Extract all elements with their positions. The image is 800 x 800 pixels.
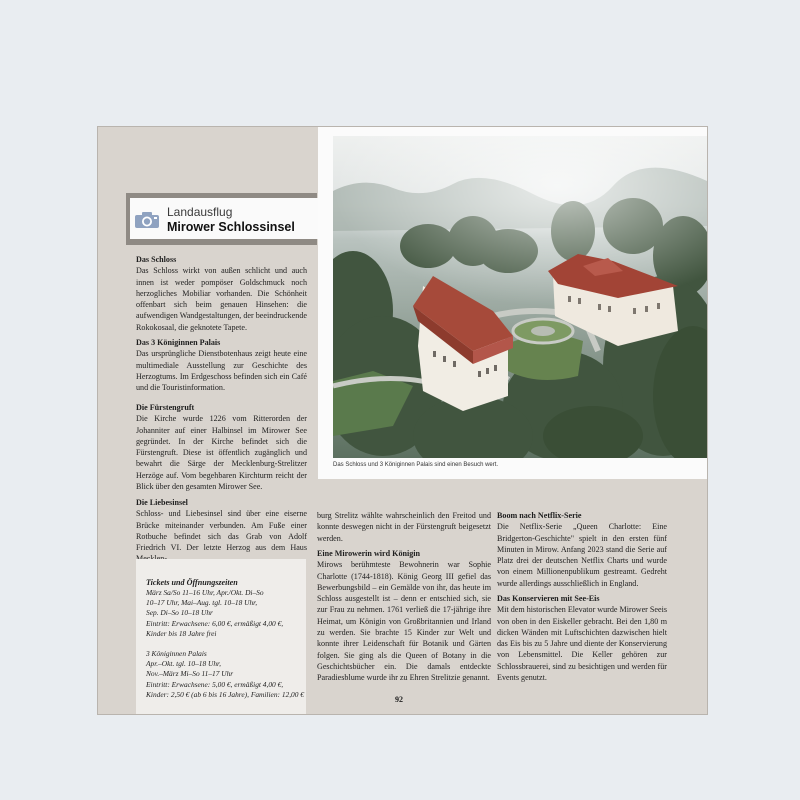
castle-photo <box>333 136 707 458</box>
tickets-line: März Sa/So 11–16 Uhr, Apr./Okt. Di–So <box>146 588 264 597</box>
section-schloss <box>136 254 307 333</box>
header-label: Landausflug <box>167 205 233 219</box>
tickets-subtitle: 3 Königinnen Palais <box>146 649 207 659</box>
section-text: Schloss- und Liebesinsel sind über eine eiserne Brücke miteinander verbunden. Am Fuße einer Rotbuche befindet sich das Grab von Adolf Friedrich VI. Der letzte Herzog aus dem Haus <box>136 509 307 553</box>
tickets-line: Sep. Di–So 10–18 Uhr <box>146 608 213 618</box>
section-heading: Das Konservieren mit See-Eis <box>497 594 600 603</box>
section-netflix <box>497 510 667 589</box>
section-heading: Die Liebesinsel <box>136 498 188 507</box>
tickets-line: 10–17 Uhr, Mai–Aug. tgl. 10–18 Uhr, <box>146 598 258 608</box>
section-heading: Die Fürstengruft <box>136 403 195 412</box>
photo-caption: Das Schloss und 3 Königinnen Palais sind einen Besuch wert. <box>333 462 499 468</box>
section-text: Mirows berühmteste Bewohnerin war Sophie Charlotte (1744-1818). König Georg III gefiel das Bewerbungsbild – ein Gemälde von ihr, das heute im Schloss ausgestellt ist – denn er entschied sich, sie zur Frau zu nehmen. 1761 verließ die 17-jährige ihre Heimat, um Königin von Großbritannien und Irland zu werden. Sie brachte 15 Kinder zur Welt und konnte ihrer Leidenschaft für Botanik und Gärten folgen. Sie ging als die Queen of Botany in die Geschichtsbücher ein. Die damals entdeckte Paradiesblume wurde ihr zu Ehren Strelitzie genannt. <box>317 560 491 683</box>
tickets-line: Nov.–März Mi–So 11–17 Uhr <box>146 669 234 679</box>
section-koenigin <box>317 548 491 684</box>
tickets-line: Kinder bis 18 Jahre frei <box>146 628 217 638</box>
section-liebesinsel <box>136 497 307 565</box>
tickets-line: Eintritt: Erwachsene: 6,00 €, ermäßigt 4,00 €, <box>146 618 284 628</box>
camera-icon <box>134 211 160 229</box>
book-page <box>97 126 708 715</box>
section-heading: Eine Mirowerin wird Königin <box>317 549 421 558</box>
section-continuation <box>317 510 491 544</box>
tickets-title: Tickets und Öffnungszeiten <box>146 578 238 587</box>
page-number: 92 <box>395 695 403 704</box>
section-text: Mit dem historischen Elevator wurde Mirower Seeis von oben in den Eiskeller gebracht. Bei den 1,80 m dicken Wänden mit Luftschichten dazwischen hielt das Eis bis zu 5 Jahre und diente der Konservierung von Lebensmittel. Die Keller gehören zur Schlossbrauerei, sind zu besichtigen und werden für Events genutzt. <box>497 605 667 683</box>
section-palais <box>136 337 307 393</box>
section-fuerstengruft <box>136 402 307 492</box>
section-text: Das Schloss wirkt von außen schlicht und auch innen ist weder pompöser Goldschmuck noch herzogliches Mobiliar vorhanden. Die Schönheit offenbart sich beim genauen Hinsehen: die aufwendigen Wandgestaltungen, der beeindruckende Rokokosaal, die geknotete Tapete. <box>136 266 307 332</box>
section-see-eis <box>497 593 667 683</box>
section-heading: Das 3 Königinnen Palais <box>136 338 221 347</box>
tickets-line: Eintritt: Erwachsene: 5,00 €, ermäßigt 4,00 €, <box>146 679 284 689</box>
section-text: Die Netflix-Serie „Queen Charlotte: Eine Bridgerton-Geschichte" spielt in den ersten fünf Minuten in Mirow. Anfang 2023 stand die Serie auf Platz drei der deutschen Netflix Charts und wurde von einem Millionenpublikum gestreamt. Gedreht wurde allerdings ausschließlich in England. <box>497 522 667 588</box>
section-text: Das ursprüngliche Dienstbotenhaus zeigt heute eine multimediale Ausstellung zur Geschichte des Herzogtums. Im Erdgeschoss befinden sich ein Café und die Touristinformation. <box>136 349 307 393</box>
tickets-line: Kinder: 2,50 € (ab 6 bis 16 Jahre), Familien: 12,00 € <box>146 689 304 699</box>
section-heading: Das Schloss <box>136 255 177 264</box>
section-heading: Boom nach Netflix-Serie <box>497 511 582 520</box>
tickets-content <box>146 577 306 700</box>
tickets-line: Apr.–Okt. tgl. 10–18 Uhr, <box>146 659 221 669</box>
header-title: Mirower Schlossinsel <box>167 220 295 234</box>
section-text: burg Strelitz wählte wahrscheinlich den Freitod und konnte deswegen nicht in der Fürstengruft beigesetzt werden. <box>317 511 491 543</box>
section-text: Die Kirche wurde 1226 vom Ritterorden der Johanniter auf einer Halbinsel im Mirower See gegründet. In der Kirche befindet sich die Fürstengruft. Diese ist öffentlich zugänglich und bewahrt die Särge der Mecklenburg-Strelitzer Herzöge auf. Vom begehbaren Kirchturm reicht der Blick über den gesamten Mirower See. <box>136 414 307 492</box>
